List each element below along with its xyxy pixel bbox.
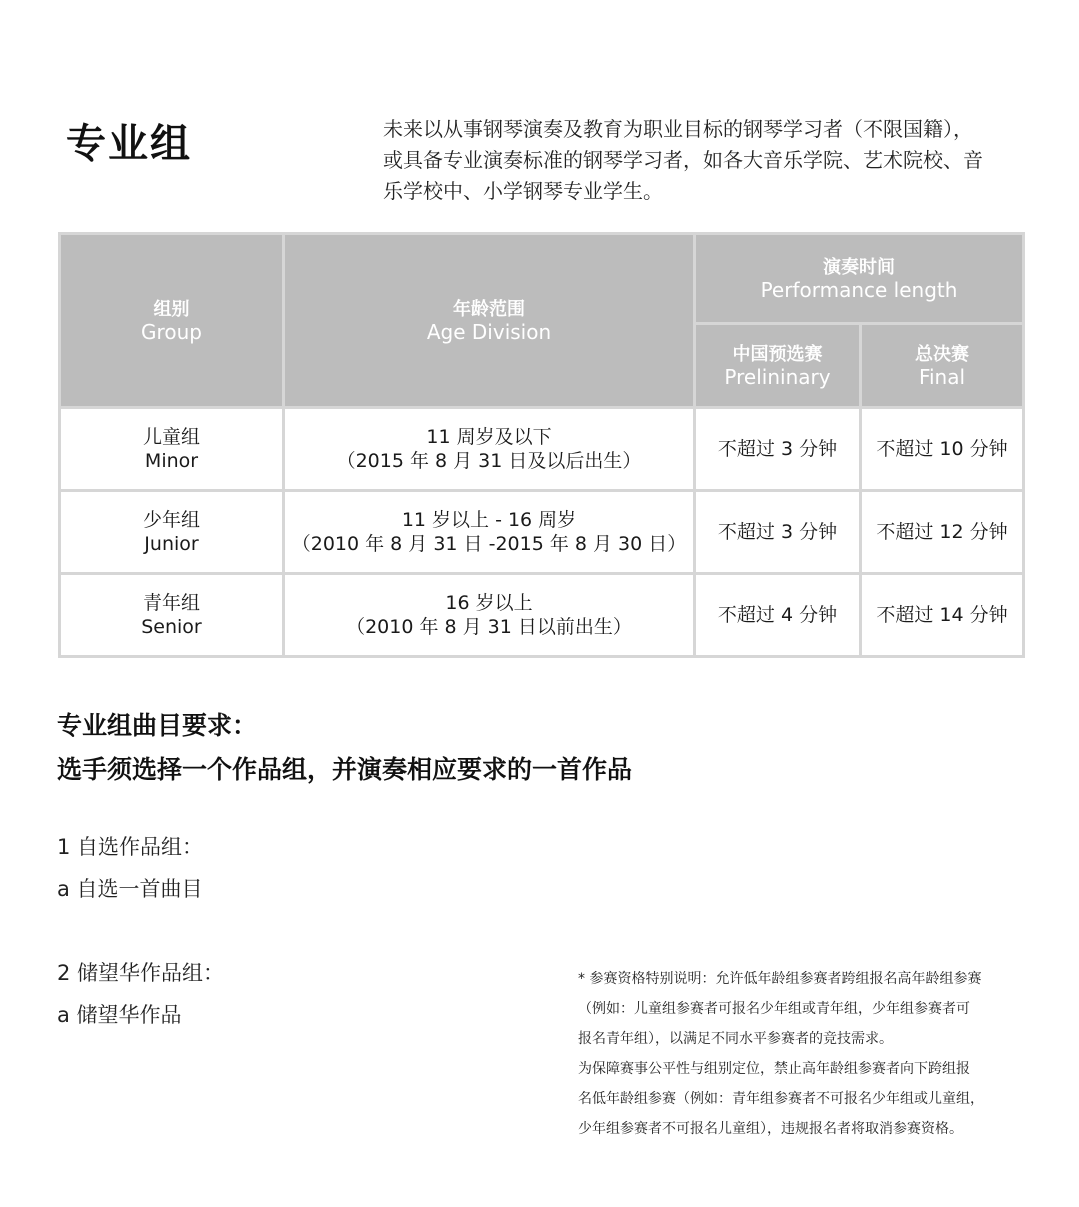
note-line: 少年组参赛者不可报名儿童组），违规报名者将取消参赛资格。 <box>578 1121 963 1137</box>
intro-line: 或具备专业演奏标准的钢琴学习者，如各大音乐学院、艺术院校、音 <box>383 148 983 172</box>
group-en: Junior <box>144 533 199 555</box>
age-range: 16 岁以上 <box>445 592 533 614</box>
age-cell <box>284 491 695 574</box>
header-age-cn: 年龄范围 <box>453 298 525 320</box>
note-line: 名低年龄组参赛（例如：青年组参赛者不可报名少年组或儿童组， <box>578 1091 984 1107</box>
age-range: 11 岁以上 - 16 周岁 <box>401 509 577 531</box>
birth-range: （2010 年 8 月 31 日以前出生） <box>346 616 632 638</box>
prelim-length-cell: 不超过 4 分钟 <box>695 574 861 657</box>
final-length-cell: 不超过 14 分钟 <box>861 574 1024 657</box>
header-prelim-en: Prelininary <box>724 364 831 389</box>
group-cell <box>60 491 284 574</box>
header-length-en: Performance length <box>760 277 958 302</box>
group-cell <box>60 408 284 491</box>
birth-range: （2010 年 8 月 31 日 -2015 年 8 月 30 日） <box>291 533 687 555</box>
prelim-length-cell: 不超过 3 分钟 <box>695 491 861 574</box>
work-group-1-item: a 自选一首曲目 <box>57 877 203 901</box>
group-cn: 青年组 <box>142 592 200 614</box>
group-cn: 儿童组 <box>142 426 200 448</box>
header-age <box>284 234 695 408</box>
header-final-cn: 总决赛 <box>915 343 969 365</box>
table-row <box>60 574 1024 657</box>
table-row <box>60 491 1024 574</box>
repertoire-title: 专业组曲目要求： <box>57 711 258 740</box>
prelim-length-cell: 不超过 3 分钟 <box>695 408 861 491</box>
note-line: 为保障赛事公平性与组别定位，禁止高年龄组参赛者向下跨组报 <box>578 1061 970 1077</box>
group-cn: 少年组 <box>142 509 200 531</box>
group-cell <box>60 574 284 657</box>
birth-range: （2015 年 8 月 31 日及以后出生） <box>336 450 642 472</box>
group-en: Senior <box>141 616 202 638</box>
intro-line: 乐学校中、小学钢琴专业学生。 <box>383 179 663 203</box>
header-length <box>695 234 1024 324</box>
header-final <box>861 324 1024 408</box>
final-length-cell: 不超过 12 分钟 <box>861 491 1024 574</box>
note-line: 报名青年组），以满足不同水平参赛者的竞技需求。 <box>578 1031 893 1047</box>
repertoire-heading <box>57 704 632 792</box>
final-length-cell: 不超过 10 分钟 <box>861 408 1024 491</box>
eligibility-note <box>578 964 1018 1144</box>
header-prelim-cn: 中国预选赛 <box>732 343 823 365</box>
repertoire-subtitle: 选手须选择一个作品组，并演奏相应要求的一首作品 <box>57 755 633 784</box>
note-line: * 参赛资格特别说明：允许低年龄组参赛者跨组报名高年龄组参赛 <box>578 971 982 987</box>
age-range: 11 周岁及以下 <box>426 426 552 448</box>
intro-text <box>383 114 1033 207</box>
header-age-en: Age Division <box>426 319 552 344</box>
note-line: （例如：儿童组参赛者可报名少年组或青年组，少年组参赛者可 <box>578 1001 970 1017</box>
header-length-cn: 演奏时间 <box>823 256 895 278</box>
header-group <box>60 234 284 408</box>
intro-line: 未来以从事钢琴演奏及教育为职业目标的钢琴学习者（不限国籍）， <box>383 117 973 141</box>
table-header-row <box>60 234 1024 324</box>
division-table <box>58 232 1025 658</box>
age-cell <box>284 408 695 491</box>
header-final-en: Final <box>918 364 966 389</box>
page-title: 专业组 <box>66 121 192 167</box>
work-group-2-title: 2 储望华作品组： <box>57 961 225 985</box>
table-row <box>60 408 1024 491</box>
age-cell <box>284 574 695 657</box>
header-group-en: Group <box>141 319 202 344</box>
header-prelim <box>695 324 861 408</box>
work-group-2-item: a 储望华作品 <box>57 1003 182 1027</box>
work-group-1-title: 1 自选作品组： <box>57 835 204 859</box>
header-group-cn: 组别 <box>153 298 190 320</box>
group-en: Minor <box>144 450 199 472</box>
